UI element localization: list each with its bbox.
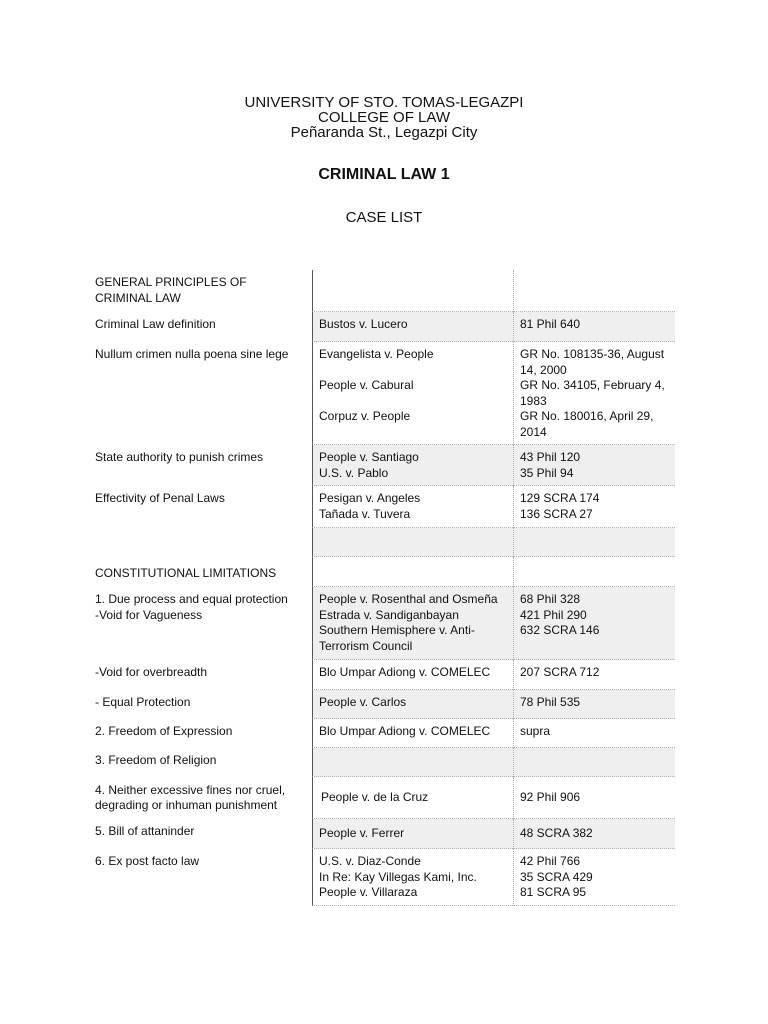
case-name: Corpuz v. People <box>319 409 411 423</box>
case-citation: 43 Phil 120 <box>520 450 581 464</box>
case-citation: 78 Phil 535 <box>520 695 581 709</box>
table-row <box>90 819 675 849</box>
table-row <box>90 660 675 690</box>
case-citation: 48 SCRA 382 <box>520 826 593 840</box>
case-citation: supra <box>520 724 551 738</box>
case-cell <box>312 270 513 312</box>
table-row <box>90 445 675 486</box>
case-name: People v. Cabural <box>319 378 414 392</box>
case-cell <box>312 819 513 849</box>
case-cell <box>312 312 513 342</box>
citation-cell <box>513 690 675 719</box>
citation-cell <box>513 819 675 849</box>
case-name: Southern Hemisphere v. Anti- <box>319 623 475 637</box>
case-name: People v. Rosenthal and Osmeña <box>319 592 498 606</box>
case-name: Terrorism Council <box>319 638 413 653</box>
case-citation: GR No. 180016, April 29, 2014 <box>520 409 654 439</box>
case-cell <box>312 777 513 819</box>
college-name: COLLEGE OF LAW <box>318 109 450 126</box>
case-list-table <box>90 270 675 906</box>
citation-cell <box>513 270 675 312</box>
college-address: Peñaranda St., Legazpi City <box>290 124 478 141</box>
table-row <box>90 587 675 660</box>
topic-cell <box>90 528 312 557</box>
topic-cell: Effectivity of Penal Laws <box>95 491 225 505</box>
case-name: Tañada v. Tuvera <box>319 506 411 521</box>
case-name: Blo Umpar Adiong v. COMELEC <box>319 665 491 679</box>
table-row <box>90 270 675 312</box>
topic-cell: Criminal Law definition <box>95 317 216 331</box>
case-name: People v. Santiago <box>319 450 419 464</box>
case-citation: 421 Phil 290 <box>520 607 587 622</box>
case-citation: GR No. 108135-36, August 14, 2000 <box>520 347 665 377</box>
document-header <box>0 95 768 140</box>
case-citation: 136 SCRA 27 <box>520 506 593 521</box>
topic-cell: -Void for overbreadth <box>95 665 208 679</box>
case-cell <box>312 719 513 748</box>
topic-cell: 3. Freedom of Religion <box>95 753 217 767</box>
citation-cell <box>513 748 675 777</box>
case-citation: 81 Phil 640 <box>520 317 581 331</box>
case-citation: 632 SCRA 146 <box>520 623 600 637</box>
citation-cell <box>513 719 675 748</box>
citation-cell <box>513 528 675 557</box>
topic-cell <box>90 587 312 660</box>
citation-cell <box>513 445 675 486</box>
citation-cell <box>513 777 675 819</box>
case-name: Pesigan v. Angeles <box>319 491 421 505</box>
topic-cell: State authority to punish crimes <box>95 450 264 464</box>
case-cell <box>312 557 513 587</box>
table-row <box>90 342 675 445</box>
topic-cell: - Equal Protection <box>95 695 191 709</box>
topic-cell: 2. Freedom of Expression <box>95 724 233 738</box>
topic-subtext: -Void for Vagueness <box>95 607 203 622</box>
case-name: U.S. v. Diaz-Conde <box>319 854 421 868</box>
case-name: People v. de la Cruz <box>321 789 429 804</box>
citation-cell <box>513 557 675 587</box>
topic-cell: GENERAL PRINCIPLES OF CRIMINAL LAW <box>95 275 247 305</box>
case-cell <box>312 849 513 906</box>
university-name: UNIVERSITY OF STO. TOMAS-LEGAZPI <box>244 94 524 111</box>
table-row <box>90 719 675 748</box>
case-citation: 129 SCRA 174 <box>520 491 600 505</box>
case-citation: 68 Phil 328 <box>520 592 581 606</box>
case-name: Evangelista v. People <box>319 347 434 361</box>
case-citation: 35 SCRA 429 <box>520 869 593 884</box>
document-title: CRIMINAL LAW 1 <box>318 166 450 183</box>
case-citation: 92 Phil 906 <box>520 789 581 804</box>
case-cell <box>312 660 513 690</box>
case-name: In Re: Kay Villegas Kami, Inc. <box>319 869 477 884</box>
topic-cell: Nullum crimen nulla poena sine lege <box>95 347 289 361</box>
case-name: People v. Carlos <box>319 695 407 709</box>
citation-cell <box>513 312 675 342</box>
case-citation: 35 Phil 94 <box>520 465 574 480</box>
case-cell <box>312 342 513 445</box>
case-citation: GR No. 34105, February 4, 1983 <box>520 378 665 408</box>
case-citation: 81 SCRA 95 <box>520 885 587 899</box>
topic-text: 1. Due process and equal protection <box>95 592 288 606</box>
topic-cell: 5. Bill of attaninder <box>90 819 312 849</box>
table-row <box>90 557 675 587</box>
case-cell <box>312 445 513 486</box>
citation-cell <box>513 486 675 528</box>
case-name: Blo Umpar Adiong v. COMELEC <box>319 724 491 738</box>
case-name: People v. Ferrer <box>319 826 405 840</box>
document-subtitle: CASE LIST <box>345 209 423 226</box>
table-row <box>90 849 675 906</box>
citation-cell <box>513 587 675 660</box>
topic-cell: CONSTITUTIONAL LIMITATIONS <box>95 566 277 580</box>
table-row <box>90 312 675 342</box>
citation-cell <box>513 849 675 906</box>
case-cell <box>312 748 513 777</box>
topic-cell: 6. Ex post facto law <box>95 854 200 868</box>
table-row <box>90 777 675 819</box>
case-name: People v. Villaraza <box>319 885 418 899</box>
topic-cell: 4. Neither excessive fines nor cruel, degrading or inhuman punishment <box>95 782 286 812</box>
table-row <box>90 690 675 719</box>
case-cell <box>312 486 513 528</box>
citation-cell <box>513 660 675 690</box>
case-name: U.S. v. Pablo <box>319 465 389 480</box>
case-name: Bustos v. Lucero <box>319 317 408 331</box>
table-row <box>90 528 675 557</box>
table-row <box>90 748 675 777</box>
case-name: Estrada v. Sandiganbayan <box>319 607 459 622</box>
case-cell <box>312 528 513 557</box>
table-row <box>90 486 675 528</box>
case-citation: 207 SCRA 712 <box>520 665 600 679</box>
case-cell <box>312 587 513 660</box>
citation-cell <box>513 342 675 445</box>
case-cell <box>312 690 513 719</box>
case-citation: 42 Phil 766 <box>520 854 581 868</box>
